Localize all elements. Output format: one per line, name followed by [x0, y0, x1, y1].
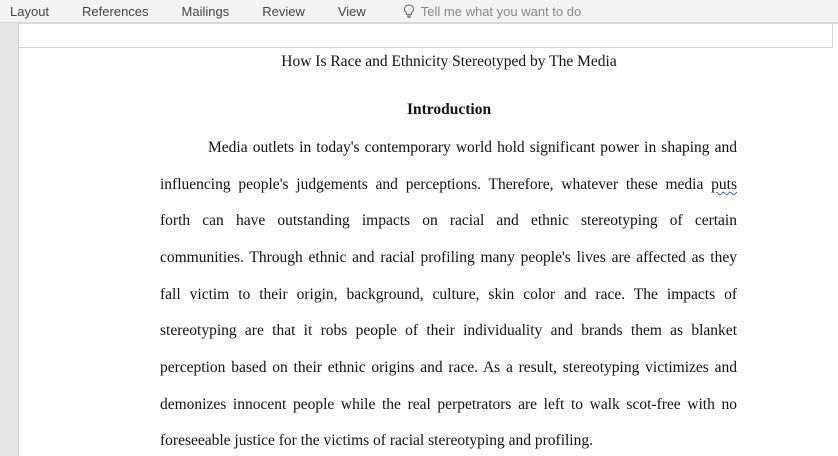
tab-view[interactable]: View: [337, 3, 366, 19]
paragraph-line: communities. Through ethnic and racial profiling many people's lives are affected as they: [160, 249, 737, 266]
paragraph-line: demonizes innocent people while the real perpetrators are left to walk scot-free with no: [160, 396, 737, 413]
section-heading: Introduction: [406, 101, 492, 118]
paragraph-line: foreseeable justice for the victims of racial stereotyping and profiling.: [160, 432, 593, 449]
paragraph-line: perception based on their ethnic origins and race. As a result, stereotyping victimizes and: [160, 359, 737, 376]
document-page[interactable]: [18, 23, 838, 456]
header-margin-corner: [832, 24, 833, 48]
header-margin-line: [19, 47, 833, 48]
tell-me-search[interactable]: [403, 4, 581, 19]
tab-review[interactable]: Review: [262, 3, 305, 19]
tab-references[interactable]: References: [82, 3, 149, 19]
paragraph-line: [160, 176, 737, 194]
spelling-flagged-word[interactable]: puts: [711, 176, 737, 193]
paragraph-line: Media outlets in today's contemporary world hold significant power in shaping and: [208, 139, 737, 156]
lightbulb-icon: [403, 4, 415, 18]
paragraph-line: fall victim to their origin, background, culture, skin color and race. The impacts of: [160, 286, 737, 303]
paragraph-line: forth can have outstanding impacts on racial and ethnic stereotyping of certain: [160, 212, 737, 229]
tell-me-placeholder: Tell me what you want to do: [420, 3, 582, 19]
tab-mailings[interactable]: Mailings: [181, 3, 230, 19]
tab-layout[interactable]: Layout: [10, 3, 50, 19]
document-title: How Is Race and Ethnicity Stereotyped by The Media: [281, 53, 617, 70]
ribbon-tabs: [0, 0, 838, 22]
paragraph-line: stereotyping are that it robs people of their individuality and brands them as blanket: [160, 322, 737, 339]
line-text: influencing people's judgements and perceptions. Therefore, whatever these media: [160, 176, 712, 193]
